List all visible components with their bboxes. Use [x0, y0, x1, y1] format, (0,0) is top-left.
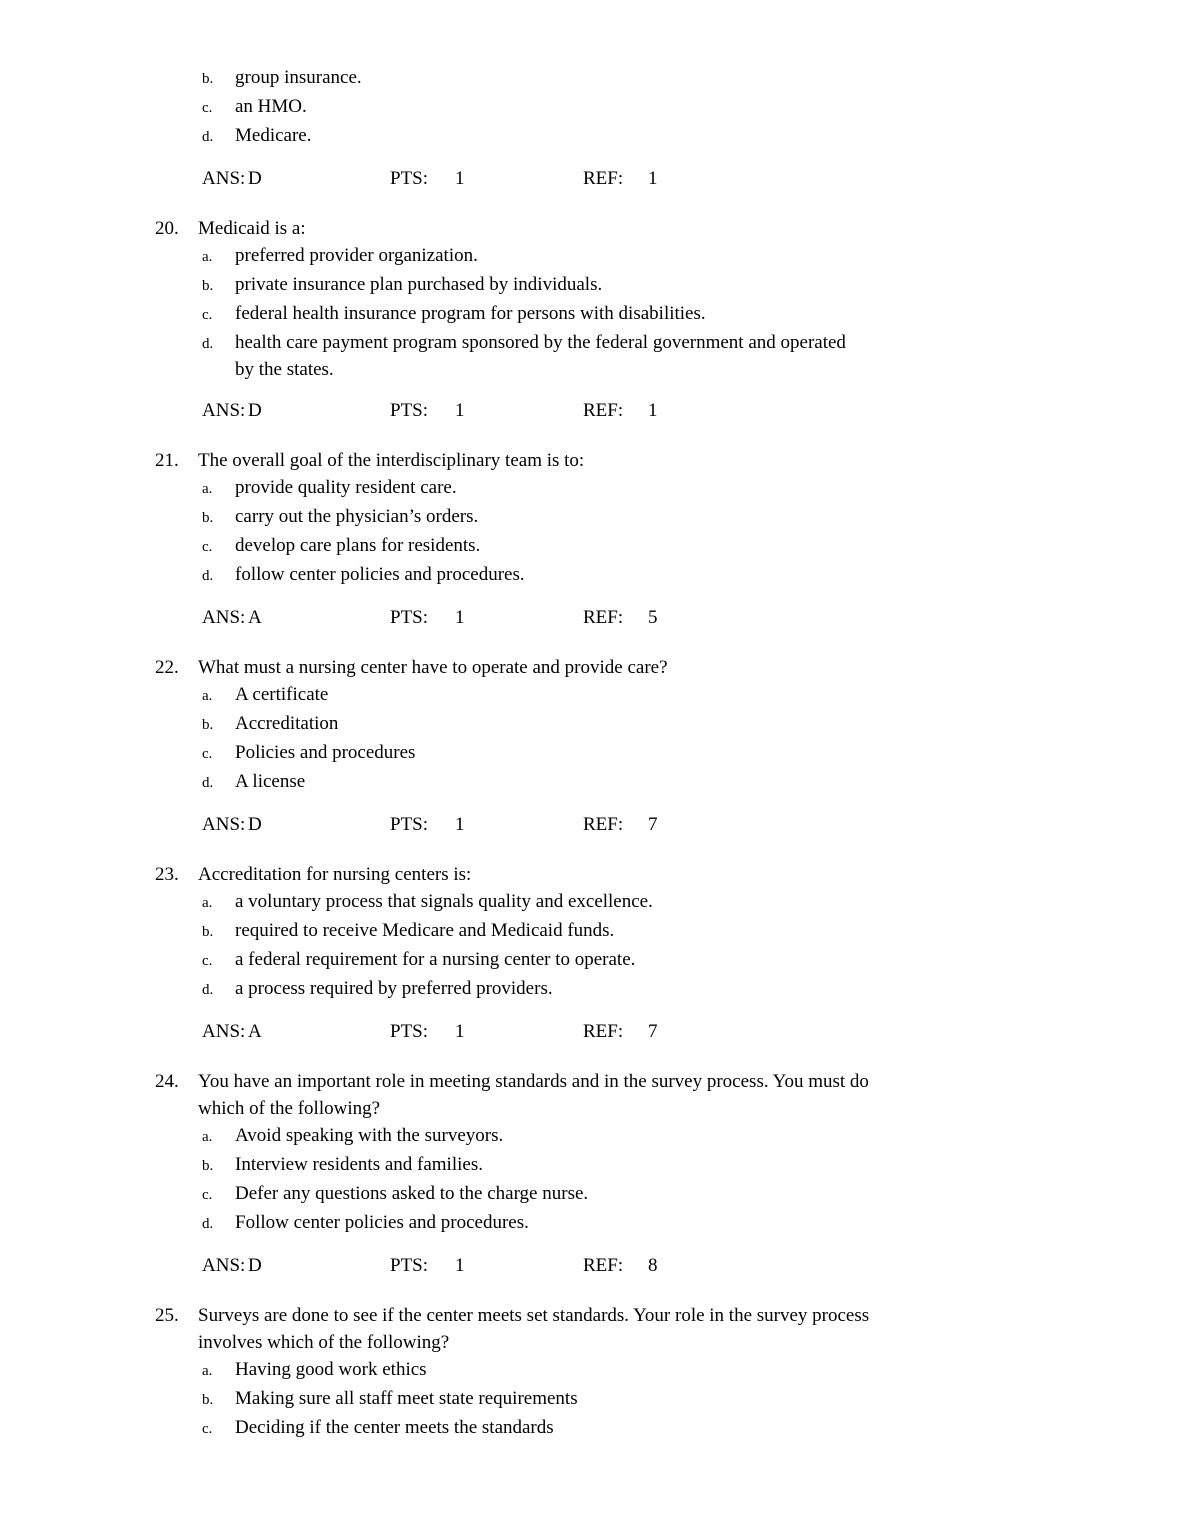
- ans-value: A: [248, 607, 262, 628]
- option-letter: a.: [202, 481, 213, 497]
- option-text-line: required to receive Medicare and Medicaid funds.: [235, 920, 615, 941]
- question-text-line: You have an important role in meeting standards and in the survey process. You must do: [198, 1071, 869, 1092]
- option-row: [198, 93, 1040, 122]
- option-text: [235, 1151, 1040, 1178]
- option-text-line: A certificate: [235, 684, 329, 705]
- answer-row: [198, 165, 1040, 192]
- option-row: [198, 561, 1040, 590]
- question-text-line: Accreditation for nursing centers is:: [198, 864, 472, 885]
- ans-value: D: [248, 400, 262, 421]
- question-number: 24.: [155, 1071, 179, 1092]
- option-row: [198, 888, 1040, 917]
- question: [155, 1302, 1040, 1443]
- option-list: [198, 681, 1040, 797]
- question-head: [155, 861, 1040, 1045]
- question-body: [198, 64, 1040, 192]
- option-text-line: preferred provider organization.: [235, 245, 478, 266]
- answer-ans-segment: [202, 811, 390, 838]
- option-row: [198, 1180, 1040, 1209]
- option-text-line: A license: [235, 771, 306, 792]
- question-head: [155, 1068, 1040, 1279]
- ref-label: REF:: [583, 1255, 624, 1276]
- pts-label: PTS:: [390, 400, 429, 421]
- ans-value: D: [248, 814, 262, 835]
- option-text-line: Medicare.: [235, 125, 312, 146]
- question-text-line: Medicaid is a:: [198, 218, 306, 239]
- option-text: [235, 122, 1040, 149]
- option-list: [198, 474, 1040, 590]
- question-number: 21.: [155, 450, 179, 471]
- answer-row: [198, 1252, 1040, 1279]
- option-list: [198, 242, 1040, 383]
- ans-value: A: [248, 1021, 262, 1042]
- option-row: [198, 710, 1040, 739]
- option-text-line: an HMO.: [235, 96, 307, 117]
- option-letter: d.: [202, 775, 214, 791]
- option-row: [198, 1356, 1040, 1385]
- pts-label: PTS:: [390, 1021, 429, 1042]
- option-text: [235, 917, 1040, 944]
- question-body: [198, 215, 1040, 424]
- option-text: [235, 1385, 1040, 1412]
- question: [155, 64, 1040, 192]
- option-text: [235, 93, 1040, 120]
- option-list: [198, 1122, 1040, 1238]
- option-text: [235, 1209, 1040, 1236]
- question-head: [155, 64, 1040, 192]
- question-body: [198, 1302, 1040, 1443]
- answer-pts-segment: [390, 397, 583, 424]
- question-number: 25.: [155, 1305, 179, 1326]
- question-text-line: involves which of the following?: [198, 1332, 450, 1353]
- question-head: [155, 654, 1040, 838]
- option-letter: d.: [202, 129, 214, 145]
- option-text-line: federal health insurance program for persons with disabilities.: [235, 303, 706, 324]
- option-row: [198, 917, 1040, 946]
- ref-value: 1: [648, 168, 658, 189]
- question: [155, 447, 1040, 631]
- option-text: [235, 271, 1040, 298]
- option-text-line: Defer any questions asked to the charge nurse.: [235, 1183, 589, 1204]
- option-row: [198, 503, 1040, 532]
- option-letter: c.: [202, 746, 213, 762]
- pts-value: 1: [455, 400, 465, 421]
- option-letter: d.: [202, 1216, 214, 1232]
- answer-ref-segment: [583, 1018, 658, 1045]
- option-row: [198, 1209, 1040, 1238]
- option-row: [198, 300, 1040, 329]
- option-row: [198, 1414, 1040, 1443]
- option-text: [235, 1414, 1040, 1441]
- question-text-line: What must a nursing center have to operate and provide care?: [198, 657, 668, 678]
- option-text-line: Having good work ethics: [235, 1359, 427, 1380]
- option-letter: c.: [202, 539, 213, 555]
- option-letter: b.: [202, 278, 214, 294]
- pts-value: 1: [455, 607, 465, 628]
- option-letter: b.: [202, 71, 214, 87]
- ans-label: ANS:: [202, 400, 246, 421]
- ans-label: ANS:: [202, 814, 246, 835]
- option-text: [235, 329, 1040, 383]
- answer-row: [198, 397, 1040, 424]
- option-text: [235, 1122, 1040, 1149]
- option-letter: c.: [202, 1187, 213, 1203]
- answer-ref-segment: [583, 604, 658, 631]
- option-text-line: provide quality resident care.: [235, 477, 457, 498]
- answer-ref-segment: [583, 397, 658, 424]
- question: [155, 861, 1040, 1045]
- question-text-line: Surveys are done to see if the center meets set standards. Your role in the survey process: [198, 1305, 870, 1326]
- answer-ans-segment: [202, 1252, 390, 1279]
- option-letter: a.: [202, 688, 213, 704]
- answer-pts-segment: [390, 1018, 583, 1045]
- option-text-line: a voluntary process that signals quality and excellence.: [235, 891, 653, 912]
- pts-label: PTS:: [390, 168, 429, 189]
- option-text-line: Deciding if the center meets the standards: [235, 1417, 554, 1438]
- option-text-line: Interview residents and families.: [235, 1154, 483, 1175]
- option-letter: c.: [202, 100, 213, 116]
- option-row: [198, 271, 1040, 300]
- option-letter: b.: [202, 1158, 214, 1174]
- ref-value: 8: [648, 1255, 658, 1276]
- option-row: [198, 532, 1040, 561]
- option-letter: b.: [202, 924, 214, 940]
- answer-ref-segment: [583, 811, 658, 838]
- option-text: [235, 975, 1040, 1002]
- option-letter: a.: [202, 1363, 213, 1379]
- option-letter: c.: [202, 953, 213, 969]
- answer-ref-segment: [583, 1252, 658, 1279]
- option-text-line: Policies and procedures: [235, 742, 416, 763]
- option-letter: c.: [202, 307, 213, 323]
- answer-pts-segment: [390, 604, 583, 631]
- question-list: [155, 64, 1040, 1443]
- answer-pts-segment: [390, 811, 583, 838]
- option-row: [198, 681, 1040, 710]
- option-text-line: Follow center policies and procedures.: [235, 1212, 529, 1233]
- question-head: [155, 1302, 1040, 1443]
- option-row: [198, 474, 1040, 503]
- answer-row: [198, 811, 1040, 838]
- option-row: [198, 739, 1040, 768]
- option-text: [235, 64, 1040, 91]
- pts-value: 1: [455, 1255, 465, 1276]
- answer-ans-segment: [202, 1018, 390, 1045]
- ans-label: ANS:: [202, 168, 246, 189]
- option-text: [235, 532, 1040, 559]
- question-text-line: The overall goal of the interdisciplinary team is to:: [198, 450, 585, 471]
- option-text: [235, 946, 1040, 973]
- question: [155, 1068, 1040, 1279]
- option-row: [198, 1122, 1040, 1151]
- option-row: [198, 242, 1040, 271]
- question-head: [155, 447, 1040, 631]
- pts-label: PTS:: [390, 814, 429, 835]
- answer-row: [198, 1018, 1040, 1045]
- answer-row: [198, 604, 1040, 631]
- option-row: [198, 64, 1040, 93]
- option-text-line: Making sure all staff meet state requirements: [235, 1388, 578, 1409]
- ans-value: D: [248, 168, 262, 189]
- question-text: [198, 1302, 1040, 1356]
- option-text-line: follow center policies and procedures.: [235, 564, 525, 585]
- option-text-line: develop care plans for residents.: [235, 535, 481, 556]
- option-text-line: a federal requirement for a nursing center to operate.: [235, 949, 636, 970]
- pts-value: 1: [455, 814, 465, 835]
- option-text: [235, 768, 1040, 795]
- option-text-line: Avoid speaking with the surveyors.: [235, 1125, 504, 1146]
- ref-value: 7: [648, 814, 658, 835]
- option-letter: d.: [202, 336, 214, 352]
- option-text-line: by the states.: [235, 359, 334, 380]
- option-text-line: Accreditation: [235, 713, 339, 734]
- question-body: [198, 654, 1040, 838]
- option-letter: a.: [202, 249, 213, 265]
- option-letter: a.: [202, 895, 213, 911]
- ref-label: REF:: [583, 168, 624, 189]
- option-text: [235, 242, 1040, 269]
- option-text-line: health care payment program sponsored by the federal government and operated: [235, 332, 846, 353]
- option-letter: d.: [202, 982, 214, 998]
- question-body: [198, 861, 1040, 1045]
- question-text-line: which of the following?: [198, 1098, 381, 1119]
- option-text: [235, 710, 1040, 737]
- ans-label: ANS:: [202, 1255, 246, 1276]
- option-row: [198, 1385, 1040, 1414]
- option-row: [198, 329, 1040, 383]
- question-number: 20.: [155, 218, 179, 239]
- option-text: [235, 681, 1040, 708]
- answer-ref-segment: [583, 165, 658, 192]
- answer-pts-segment: [390, 1252, 583, 1279]
- option-text-line: a process required by preferred providers.: [235, 978, 553, 999]
- option-text: [235, 474, 1040, 501]
- question-head: [155, 215, 1040, 424]
- option-letter: b.: [202, 510, 214, 526]
- ref-value: 5: [648, 607, 658, 628]
- ref-label: REF:: [583, 607, 624, 628]
- question-body: [198, 447, 1040, 631]
- answer-ans-segment: [202, 604, 390, 631]
- option-list: [198, 1356, 1040, 1443]
- ans-label: ANS:: [202, 607, 246, 628]
- option-row: [198, 1151, 1040, 1180]
- answer-ans-segment: [202, 397, 390, 424]
- ans-label: ANS:: [202, 1021, 246, 1042]
- option-letter: c.: [202, 1421, 213, 1437]
- option-letter: b.: [202, 1392, 214, 1408]
- ref-label: REF:: [583, 814, 624, 835]
- option-text: [235, 888, 1040, 915]
- question-text: [198, 447, 1040, 474]
- option-text-line: private insurance plan purchased by individuals.: [235, 274, 603, 295]
- pts-label: PTS:: [390, 1255, 429, 1276]
- option-text: [235, 300, 1040, 327]
- option-text: [235, 739, 1040, 766]
- option-row: [198, 768, 1040, 797]
- ref-value: 7: [648, 1021, 658, 1042]
- ref-label: REF:: [583, 400, 624, 421]
- option-letter: b.: [202, 717, 214, 733]
- question: [155, 215, 1040, 424]
- question-number: 23.: [155, 864, 179, 885]
- option-text: [235, 561, 1040, 588]
- question-text: [198, 861, 1040, 888]
- option-letter: a.: [202, 1129, 213, 1145]
- option-row: [198, 946, 1040, 975]
- option-text-line: group insurance.: [235, 67, 362, 88]
- option-row: [198, 122, 1040, 151]
- pts-value: 1: [455, 168, 465, 189]
- option-row: [198, 975, 1040, 1004]
- question-text: [198, 654, 1040, 681]
- ref-label: REF:: [583, 1021, 624, 1042]
- option-text: [235, 1356, 1040, 1383]
- option-letter: d.: [202, 568, 214, 584]
- question-text: [198, 1068, 1040, 1122]
- ans-value: D: [248, 1255, 262, 1276]
- pts-label: PTS:: [390, 607, 429, 628]
- pts-value: 1: [455, 1021, 465, 1042]
- question: [155, 654, 1040, 838]
- question-number: 22.: [155, 657, 179, 678]
- question-body: [198, 1068, 1040, 1279]
- option-list: [198, 888, 1040, 1004]
- option-text-line: carry out the physician’s orders.: [235, 506, 479, 527]
- option-text: [235, 503, 1040, 530]
- option-text: [235, 1180, 1040, 1207]
- question-text: [198, 215, 1040, 242]
- answer-pts-segment: [390, 165, 583, 192]
- option-list: [198, 64, 1040, 151]
- ref-value: 1: [648, 400, 658, 421]
- answer-ans-segment: [202, 165, 390, 192]
